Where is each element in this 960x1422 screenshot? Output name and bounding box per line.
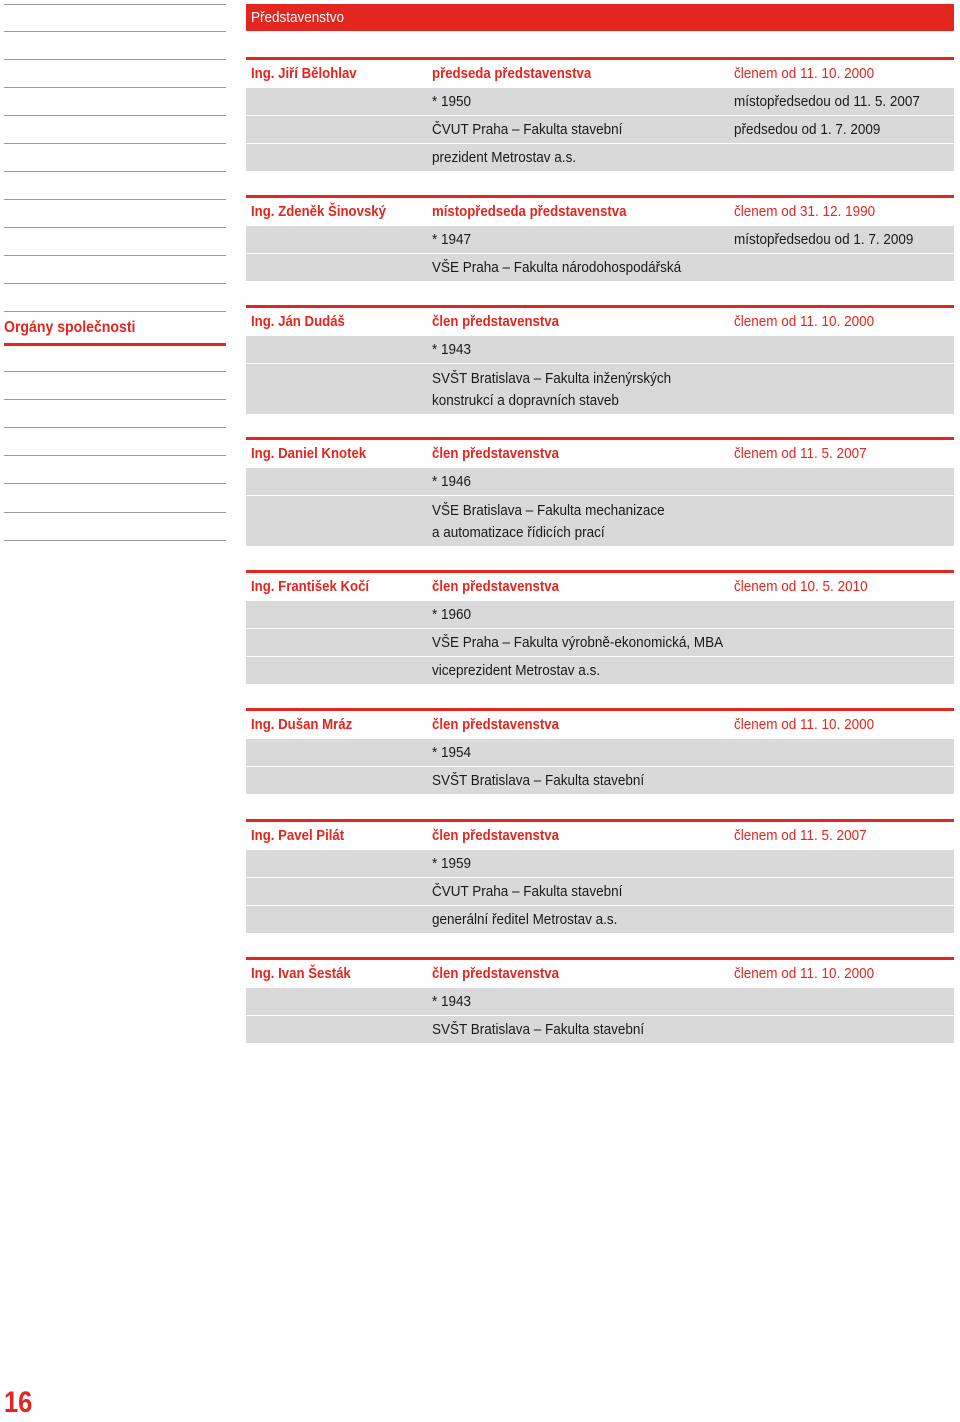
member-since: členem od 11. 10. 2000 [734,716,875,733]
left-hairline [4,227,226,228]
member-detail-row [246,988,954,1015]
member-header-row [246,573,954,600]
member-name: Ing. Daniel Knotek [251,445,367,462]
detail-text: VŠE Praha – Fakulta výrobně-ekonomická, MBA [432,634,724,651]
member-detail-row [246,336,954,363]
left-hairline [4,59,226,60]
detail-text: * 1943 [432,993,472,1010]
member-detail-row [246,226,954,253]
detail-line: VŠE Bratislava – Fakulta mechanizace [432,502,665,519]
member-detail-row [246,906,954,933]
member-detail-row [246,144,954,171]
detail-text: viceprezident Metrostav a.s. [432,662,601,679]
left-rule-column [0,0,226,560]
member-role: člen představenstva [432,445,559,462]
member-detail-row [246,88,954,115]
member-detail-row [246,878,954,905]
detail-text: * 1943 [432,341,472,358]
member-detail-row [246,850,954,877]
member-detail-row [246,1016,954,1043]
detail-text: * 1954 [432,744,472,761]
left-hairline [4,31,226,32]
member-role: člen představenstva [432,313,559,330]
member-since: členem od 11. 10. 2000 [734,65,875,82]
member-detail-row [246,254,954,281]
member-name: Ing. František Kočí [251,578,370,595]
member-name: Ing. Ivan Šesták [251,965,351,982]
member-since: členem od 11. 10. 2000 [734,965,875,982]
header-bar [246,4,954,31]
detail-side-text: předsedou od 1. 7. 2009 [734,121,881,138]
member-since: členem od 11. 5. 2007 [734,827,867,844]
member-detail-row [246,468,954,495]
member-since: členem od 11. 10. 2000 [734,313,875,330]
member-detail-row [246,739,954,766]
detail-text: generální ředitel Metrostav a.s. [432,911,618,928]
member-name: Ing. Pavel Pilát [251,827,345,844]
member-header-row [246,60,954,87]
member-detail-row [246,364,954,414]
member-role: člen představenstva [432,716,559,733]
left-hairline [4,283,226,284]
left-hairline [4,115,226,116]
left-hairline [4,255,226,256]
page-number: 16 [4,1386,33,1419]
detail-text: VŠE Praha – Fakulta národohospodářská [432,259,682,276]
left-hairline [4,512,226,513]
detail-text: ČVUT Praha – Fakulta stavební [432,121,623,138]
left-hairline [4,4,226,5]
left-hairline [4,399,226,400]
left-hairline [4,371,226,372]
member-since: členem od 10. 5. 2010 [734,578,868,595]
member-name: Ing. Ján Dudáš [251,313,345,330]
detail-line: SVŠT Bratislava – Fakulta inženýrských [432,370,672,387]
member-role: člen představenstva [432,827,559,844]
detail-side-text: místopředsedou od 11. 5. 2007 [734,93,920,110]
member-detail-row [246,601,954,628]
detail-text: * 1959 [432,855,472,872]
member-role: předseda představenstva [432,65,592,82]
member-name: Ing. Dušan Mráz [251,716,353,733]
member-header-row [246,822,954,849]
member-detail-row [246,116,954,143]
section-label: Orgány společnosti [4,319,136,336]
member-role: člen představenstva [432,965,559,982]
left-hairline [4,540,226,541]
section-rule [4,343,226,346]
member-detail-row [246,629,954,656]
member-role: člen představenstva [432,578,559,595]
member-header-row [246,711,954,738]
member-since: členem od 31. 12. 1990 [734,203,876,220]
left-hairline [4,87,226,88]
member-detail-row [246,767,954,794]
detail-text: SVŠT Bratislava – Fakulta stavební [432,1021,645,1038]
member-header-row [246,440,954,467]
detail-text [432,500,665,544]
detail-text: ČVUT Praha – Fakulta stavební [432,883,623,900]
member-role: místopředseda představenstva [432,203,627,220]
member-name: Ing. Jiří Bělohlav [251,65,357,82]
left-hairline [4,483,226,484]
detail-text: * 1960 [432,606,472,623]
left-hairline [4,455,226,456]
detail-text: * 1947 [432,231,472,248]
detail-text: * 1950 [432,93,472,110]
detail-text [432,368,671,412]
left-hairline [4,427,226,428]
detail-side-text: místopředsedou od 1. 7. 2009 [734,231,914,248]
detail-text: * 1946 [432,473,472,490]
left-hairline [4,143,226,144]
member-header-row [246,960,954,987]
detail-text: prezident Metrostav a.s. [432,149,577,166]
header-title: Představenstvo [251,9,345,26]
member-name: Ing. Zdeněk Šinovský [251,203,386,220]
detail-text: SVŠT Bratislava – Fakulta stavební [432,772,645,789]
detail-line: a automatizace řídicích prací [432,524,605,541]
member-detail-row [246,496,954,546]
member-header-row [246,198,954,225]
left-hairline [4,199,226,200]
left-hairline [4,171,226,172]
member-since: členem od 11. 5. 2007 [734,445,867,462]
detail-line: konstrukcí a dopravních staveb [432,392,619,409]
member-detail-row [246,657,954,684]
member-header-row [246,308,954,335]
left-hairline [4,311,226,312]
